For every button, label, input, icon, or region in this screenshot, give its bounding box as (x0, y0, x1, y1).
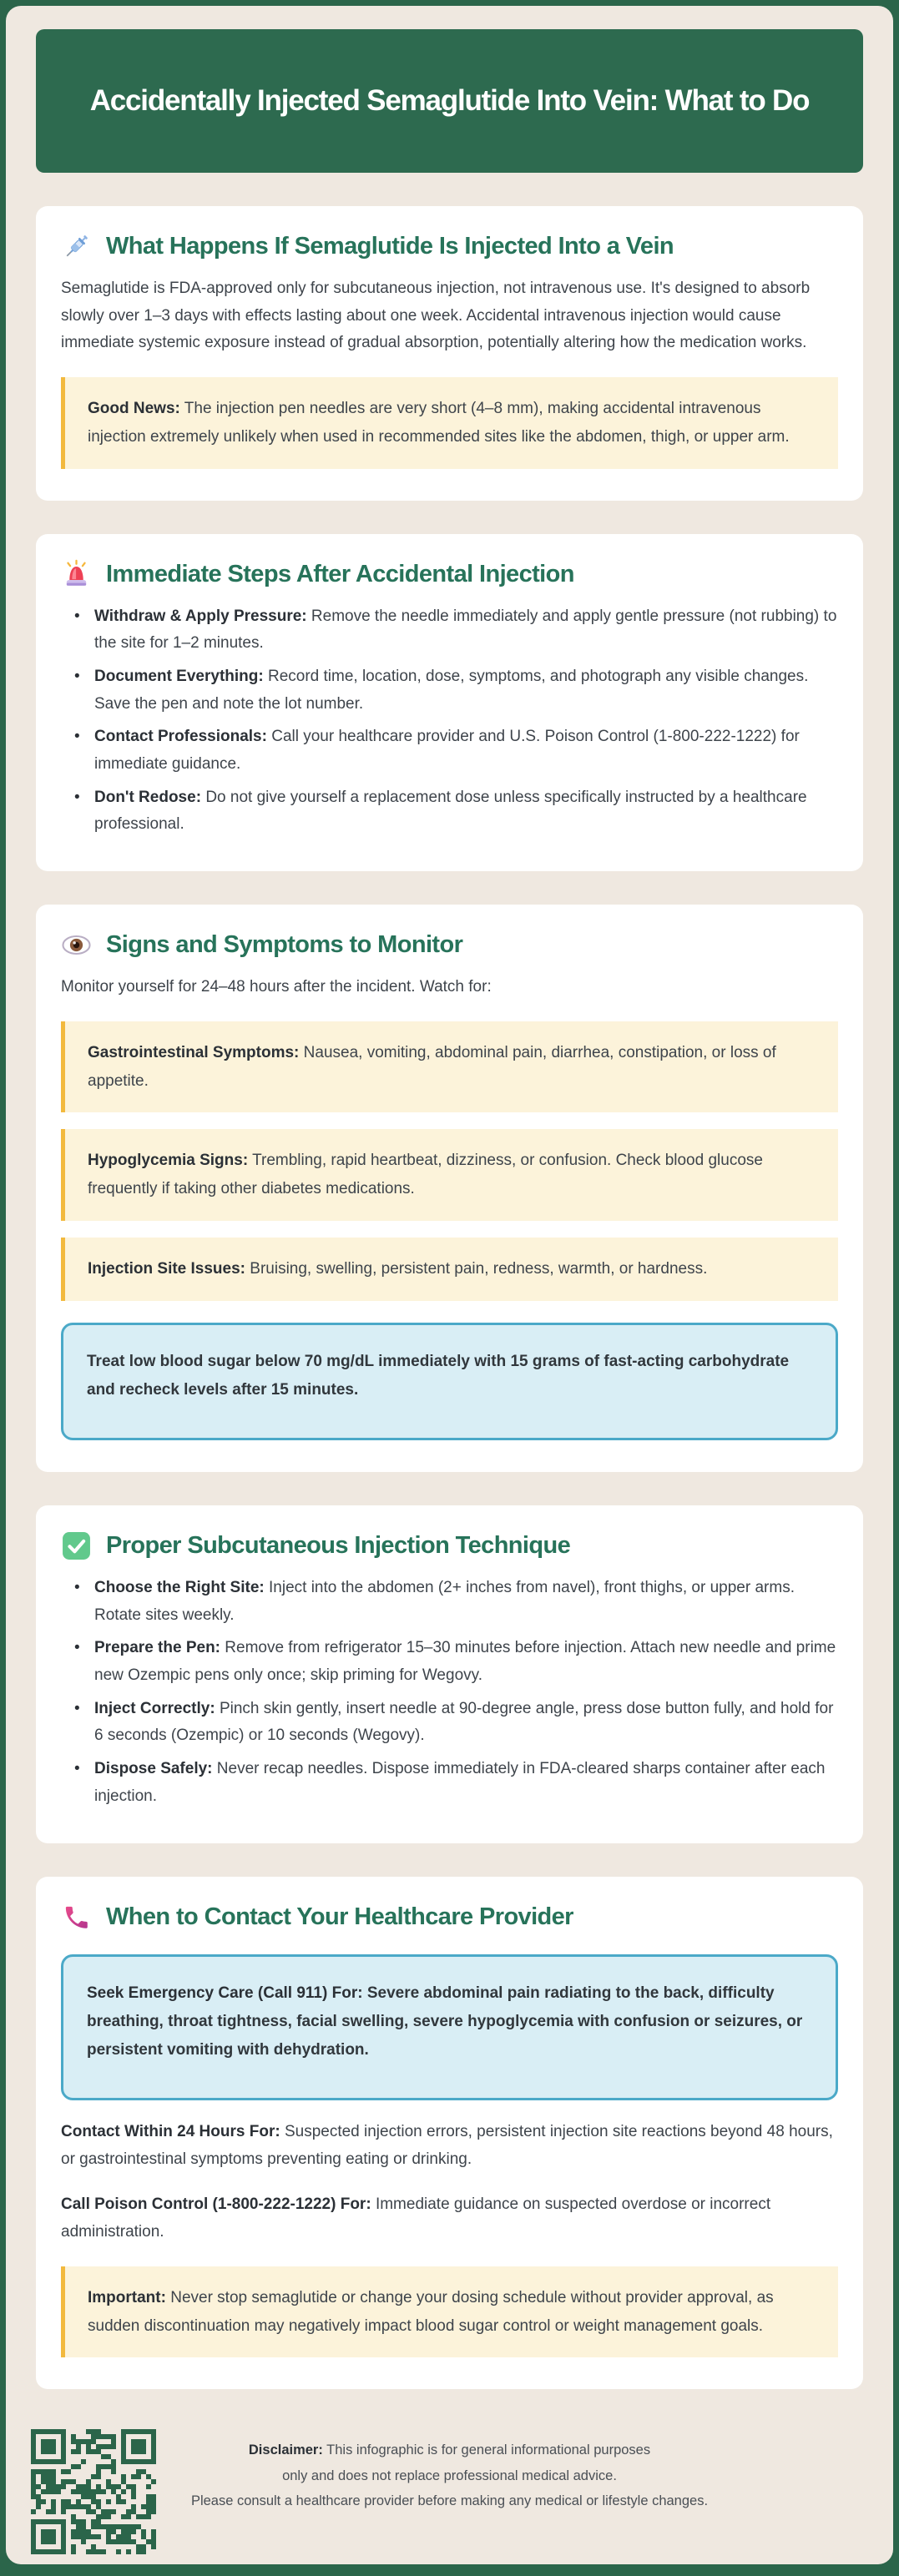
list-item (73, 1696, 838, 1750)
symptom-callout-gi (61, 1021, 838, 1113)
bullet-text: Record time, location, dose, symptoms, and photograph any visible changes. Save the pen and note the lot number. (94, 667, 809, 713)
symptom-callout-hypoglycemia (61, 1129, 838, 1221)
page-footer (36, 2419, 863, 2554)
section-heading: When to Contact Your Healthcare Provider (106, 1903, 573, 1930)
disclaimer-line-1 (36, 2437, 863, 2463)
section-paragraph: Semaglutide is FDA-approved only for subcutaneous injection, not intravenous use. It's designed to absorb slowly over 1–3 days with effects lasting about one week. Accidental intravenous injection would cause immediate systemic exposure instead of gradual absorption, potentially altering how the medication works. (61, 280, 811, 352)
bullet-text: Do not give yourself a replacement dose unless specifically instructed by a healthcare professional. (94, 788, 807, 834)
bullet-label: Document Everything: (94, 667, 264, 685)
steps-list (61, 1575, 838, 1810)
section-what-happens (36, 206, 863, 501)
disclaimer-text: This infographic is for general informational purposes (326, 2442, 651, 2458)
section-heading: What Happens If Semaglutide Is Injected Into a Vein (106, 233, 674, 260)
page-title: Accidentally Injected Semaglutide Into Vein: What to Do (89, 84, 810, 117)
callout-label: Hypoglycemia Signs: (88, 1152, 249, 1170)
bullet-label: Contact Professionals: (94, 728, 267, 746)
callout-label: Important: (88, 2288, 166, 2306)
paragraph-label: Contact Within 24 Hours For: (61, 2123, 280, 2141)
list-item (73, 784, 838, 839)
section-immediate-steps (36, 534, 863, 871)
bullet-text: Never recap needles. Dispose immediately in FDA-cleared sharps container after each injection. (94, 1760, 826, 1805)
list-item (73, 723, 838, 778)
disclaimer-line-3: Please consult a healthcare provider before making any medical or lifestyle changes. (190, 2493, 709, 2509)
paragraph-text: Suspected injection errors, persistent injection site reactions beyond 48 hours, or gastrointestinal symptoms preventing eating or drinking. (61, 2123, 833, 2168)
callout-text: Never stop semaglutide or change your dosing schedule without provider approval, as sudden discontinuation may negatively impact blood sugar control or weight management goals. (88, 2288, 774, 2335)
bullet-label: Withdraw & Apply Pressure: (94, 607, 307, 625)
disclaimer (36, 2419, 863, 2514)
infographic-page (6, 6, 893, 2564)
section-signs-symptoms (36, 905, 863, 1472)
low-blood-sugar-infobox: Treat low blood sugar below 70 mg/dL immediately with 15 grams of fast-acting carbohydrate and recheck levels after 15 minutes. (61, 1323, 838, 1440)
title-banner (36, 29, 863, 173)
section-contact-provider (36, 1877, 863, 2390)
callout-label: Injection Site Issues: (88, 1259, 245, 1278)
check-icon (61, 1530, 92, 1561)
phone-icon (61, 1902, 92, 1933)
list-item (73, 603, 838, 658)
list-item (73, 663, 838, 718)
symptom-callout-injection-site (61, 1238, 838, 1301)
bullet-label: Prepare the Pen: (94, 1639, 220, 1657)
bullet-text: Remove the needle immediately and apply gentle pressure (not rubbing) to the site for 1–2 minutes. (94, 607, 837, 653)
section-header (61, 930, 838, 960)
contact-24h-paragraph (61, 2119, 838, 2173)
section-injection-technique (36, 1505, 863, 1843)
section-heading: Proper Subcutaneous Injection Technique (106, 1532, 571, 1560)
bullet-label: Choose the Right Site: (94, 1579, 265, 1597)
steps-list (61, 603, 838, 839)
paragraph-label: Call Poison Control (1-800-222-1222) For: (61, 2195, 371, 2214)
syringe-icon (61, 231, 92, 262)
list-item (73, 1635, 838, 1689)
bullet-label: Don't Redose: (94, 788, 202, 806)
infobox-text: Severe abdominal pain radiating to the back, difficulty breathing, throat tightness, facial swelling, severe hypoglycemia with confusion or seizures, or persistent vomiting with dehydration. (87, 1984, 803, 2059)
good-news-callout (61, 377, 838, 469)
section-header (61, 231, 838, 262)
disclaimer-line-2: only and does not replace professional medical advice. (282, 2468, 617, 2483)
callout-label: Good News: (88, 400, 180, 418)
disclaimer-label: Disclaimer: (248, 2442, 323, 2458)
callout-text: Bruising, swelling, persistent pain, redness, warmth, or hardness. (250, 1259, 708, 1278)
poison-control-paragraph (61, 2191, 838, 2246)
bullet-text: Pinch skin gently, insert needle at 90-degree angle, press dose button fully, and hold for 6 seconds (Ozempic) or 10 seconds (Wegovy). (94, 1699, 834, 1745)
section-header (61, 1530, 838, 1561)
qr-code (31, 2429, 156, 2554)
section-heading: Signs and Symptoms to Monitor (106, 931, 463, 959)
bullet-text: Call your healthcare provider and U.S. Poison Control (1-800-222-1222) for immediate guidance. (94, 728, 800, 773)
callout-text: Nausea, vomiting, abdominal pain, diarrhea, constipation, or loss of appetite. (88, 1043, 776, 1090)
section-heading: Immediate Steps After Accidental Injection (106, 560, 574, 587)
bullet-label: Dispose Safely: (94, 1760, 213, 1778)
important-callout (61, 2266, 838, 2358)
bullet-label: Inject Correctly: (94, 1699, 215, 1717)
section-paragraph: Monitor yourself for 24–48 hours after the incident. Watch for: (61, 978, 492, 996)
section-header (61, 559, 838, 590)
section-header (61, 1902, 838, 1933)
bullet-text: Inject into the abdomen (2+ inches from navel), front thighs, or upper arms. Rotate sites weekly. (94, 1579, 795, 1624)
bullet-text: Remove from refrigerator 15–30 minutes before injection. Attach new needle and prime new Ozempic pens only once; skip priming for Wegovy. (94, 1639, 836, 1685)
list-item (73, 1756, 838, 1810)
eye-icon (61, 930, 92, 960)
siren-icon (61, 559, 92, 590)
emergency-care-infobox (61, 1954, 838, 2101)
callout-text: The injection pen needles are very short (4–8 mm), making accidental intravenous injection extremely unlikely when used in recommended sites like the abdomen, thigh, or upper arm. (88, 400, 790, 446)
paragraph-text: Immediate guidance on suspected overdose or incorrect administration. (61, 2195, 771, 2241)
infobox-label: Seek Emergency Care (Call 911) For: (87, 1984, 363, 2002)
list-item (73, 1575, 838, 1629)
callout-text: Trembling, rapid heartbeat, dizziness, or confusion. Check blood glucose frequently if taking other diabetes medications. (88, 1152, 763, 1198)
callout-label: Gastrointestinal Symptoms: (88, 1043, 300, 1061)
